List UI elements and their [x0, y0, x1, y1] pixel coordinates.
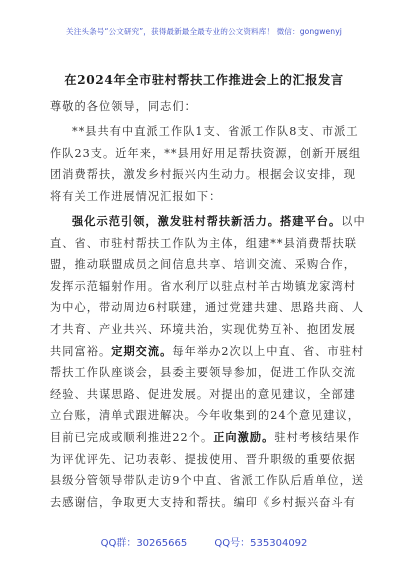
- line-tail: 每年举办2次以上中直、省、市驻村: [172, 344, 365, 358]
- paragraph-line: 将有关工作进展情况汇报如下：: [50, 189, 222, 203]
- subheading-dingqi: 定期交流。: [111, 343, 173, 358]
- footer-qq-group: QQ群：30265665: [100, 538, 188, 549]
- paragraph-line: 帮扶工作队座谈会，县委主要领导参加，促进工作队交流: [50, 366, 356, 380]
- paragraph-line: 作队23支。近年来，**县用好用足帮扶资源，创新开展组: [50, 146, 362, 160]
- body-text-section: [50, 211, 370, 513]
- paragraph-line: [50, 427, 370, 449]
- paragraph-line: 立台账，清单式跟进解决。今年收集到的24个意见建议，: [50, 409, 361, 423]
- paragraph-line: 为中心，带动周边6村联建，通过党建共建、思路共商、人: [50, 301, 365, 315]
- body-text: [50, 121, 370, 207]
- paragraph-line: [50, 341, 370, 363]
- paragraph-line: [50, 211, 370, 233]
- paragraph-line: 发挥示范辐射作用。省水利厅以驻点村羊古坳镇龙家湾村: [50, 279, 356, 293]
- paragraph-line: 盟，推动联盟成员之间信息共享、培训交流、采购合作，: [50, 258, 356, 272]
- document-title: 在2024年全市驻村帮扶工作推进会上的汇报发言: [64, 73, 344, 87]
- line-head: 共同富裕。: [50, 344, 112, 358]
- subheading-zhengxiang: 正向激励。: [213, 429, 275, 444]
- footer-contacts: [0, 534, 408, 549]
- paragraph-line: **县共有中直派工作队1支、省派工作队8支、市派工: [72, 125, 359, 138]
- line-head: 目前已完成或顺利推进22个。: [50, 430, 214, 444]
- line-tail: 以中: [341, 215, 366, 228]
- paragraph-line: 县级分管领导带队走访9个中直、省派工作队后盾单位，送: [50, 474, 365, 488]
- paragraph-line: 团消费帮扶，激发乡村振兴内生动力。根据会议安排，现: [50, 168, 356, 182]
- paragraph-line: 经验、共谋思路、促进发展。对提出的意见建议，全部建: [50, 387, 356, 401]
- header-banner: 关注头条号“公文研究”，获得最新最全最专业的公文资料库！ 微信：gongwenyj: [66, 27, 342, 36]
- paragraph-line: 去感谢信，争取更大支持和帮扶。编印《乡村振兴奋斗有: [50, 495, 356, 509]
- paragraph-line: 才共育、产业共兴、环境共治，实现优势互补、抱团发展: [50, 322, 356, 336]
- paragraph-line: 直、省、市驻村帮扶工作队为主体，组建**县消费帮扶联: [50, 236, 357, 250]
- footer-qq-number: QQ号：535304092: [214, 538, 308, 549]
- section-heading: 强化示范引领，激发驻村帮扶新活力。搭建平台。: [72, 214, 342, 228]
- line-tail: 驻村考核结果作: [274, 430, 361, 444]
- salutation: 尊敬的各位领导，同志们：: [50, 100, 197, 113]
- paragraph-line: 为评优评先、记功表彰、提拔使用、晋升职级的重要依据: [50, 452, 356, 466]
